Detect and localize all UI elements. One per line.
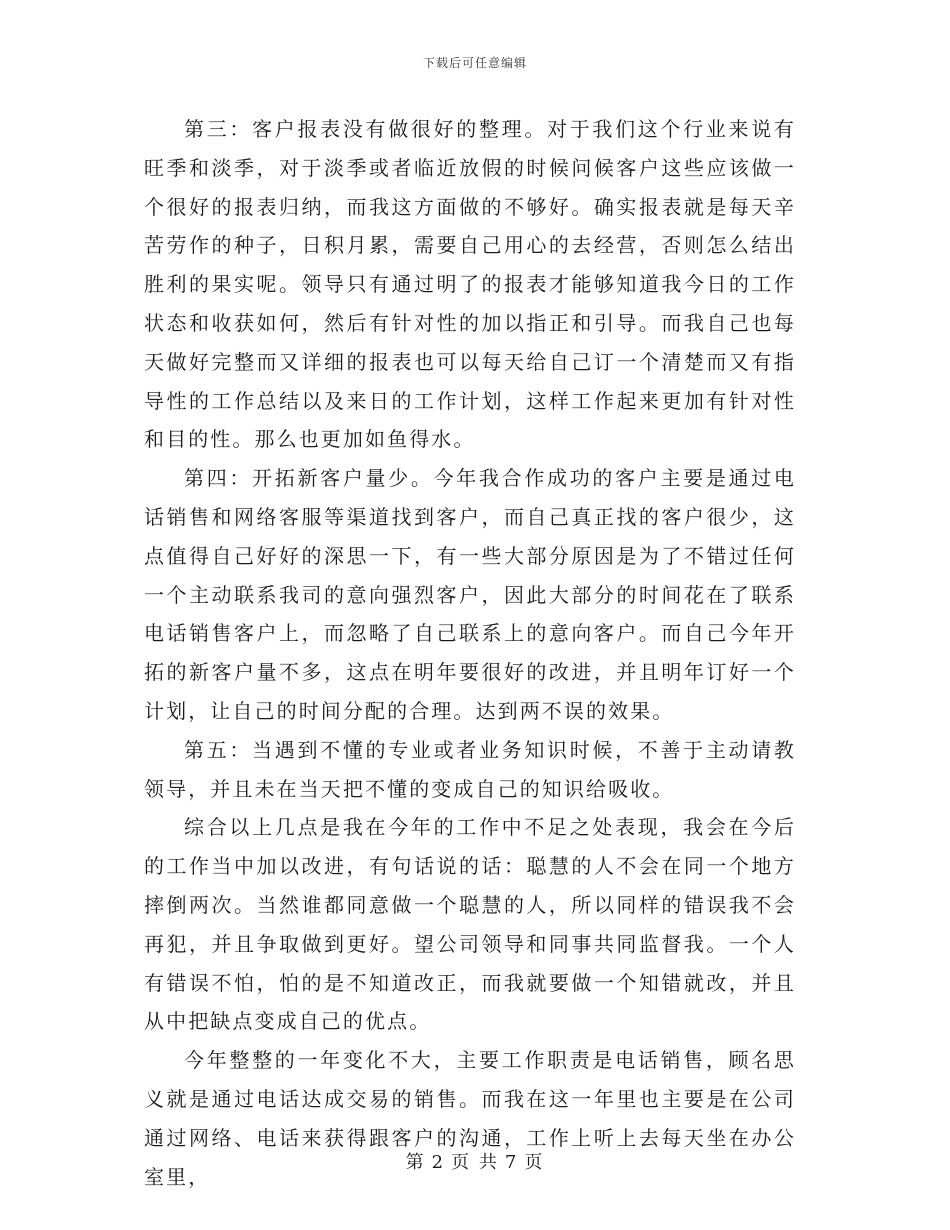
page-header-note: 下载后可任意编辑 [422, 56, 527, 70]
paragraph-summary: 综合以上几点是我在今年的工作中不足之处表现，我会在今后的工作当中加以改进，有句话说的话：聪慧的人不会在同一个地方摔倒两次。当然谁都同意做一个聪慧的人，所以同样的错误我不会再犯，并且争取做到更好。望公司领导和同事共同监督我。一个人有错误不怕，怕的是不知道改正，而我就要做一个知错就改，并且从中把缺点变成自己的优点。 [144, 815, 796, 1034]
paragraph-fourth-point: 第四：开拓新客户量少。今年我合作成功的客户主要是通过电话销售和网络客服等渠道找到客户，而自己真正找的客户很少，这点值得自己好好的深思一下，有一些大部分原因是为了不错过任何一个主动联系我司的意向强烈客户，因此大部分的时间花在了联系电话销售客户上，而忽略了自己联系上的意向客户。而自己今年开拓的新客户量不多，这点在明年要很好的改进，并且明年订好一个计划，让自己的时间分配的合理。达到两不误的效果。 [144, 466, 796, 723]
total-pages-number: 7 [504, 1152, 519, 1173]
document-body [144, 110, 796, 1196]
page-suffix: 页 [524, 1152, 545, 1173]
page-prefix: 第 [405, 1152, 426, 1173]
paragraph-third-point: 第三：客户报表没有做很好的整理。对于我们这个行业来说有旺季和淡季，对于淡季或者临近放假的时候问候客户这些应该做一个很好的报表归纳，而我这方面做的不够好。确实报表就是每天辛苦劳作的种子，日积月累，需要自己用心的去经营，否则怎么结出胜利的果实呢。领导只有通过明了的报表才能够知道我今日的工作状态和收获如何，然后有针对性的加以指正和引导。而我自己也每天做好完整而又详细的报表也可以每天给自己订一个清楚而又有指导性的工作总结以及来日的工作计划，这样工作起来更加有针对性和目的性。那么也更加如鱼得水。 [144, 117, 796, 452]
page-middle-text: 页 共 [451, 1152, 499, 1173]
page-number-footer [0, 1148, 950, 1174]
paragraph-year-overview: 今年整整的一年变化不大，主要工作职责是电话销售，顾名思义就是通过电话达成交易的销售。而我在这一年里也主要是在公司通过网络、电话来获得跟客户的沟通，工作上听上去每天坐在办公室里， [144, 1048, 796, 1189]
current-page-number: 2 [431, 1152, 446, 1173]
paragraph-fifth-point: 第五：当遇到不懂的专业或者业务知识时候，不善于主动请教领导，并且未在当天把不懂的变成自己的知识给吸收。 [144, 737, 796, 801]
